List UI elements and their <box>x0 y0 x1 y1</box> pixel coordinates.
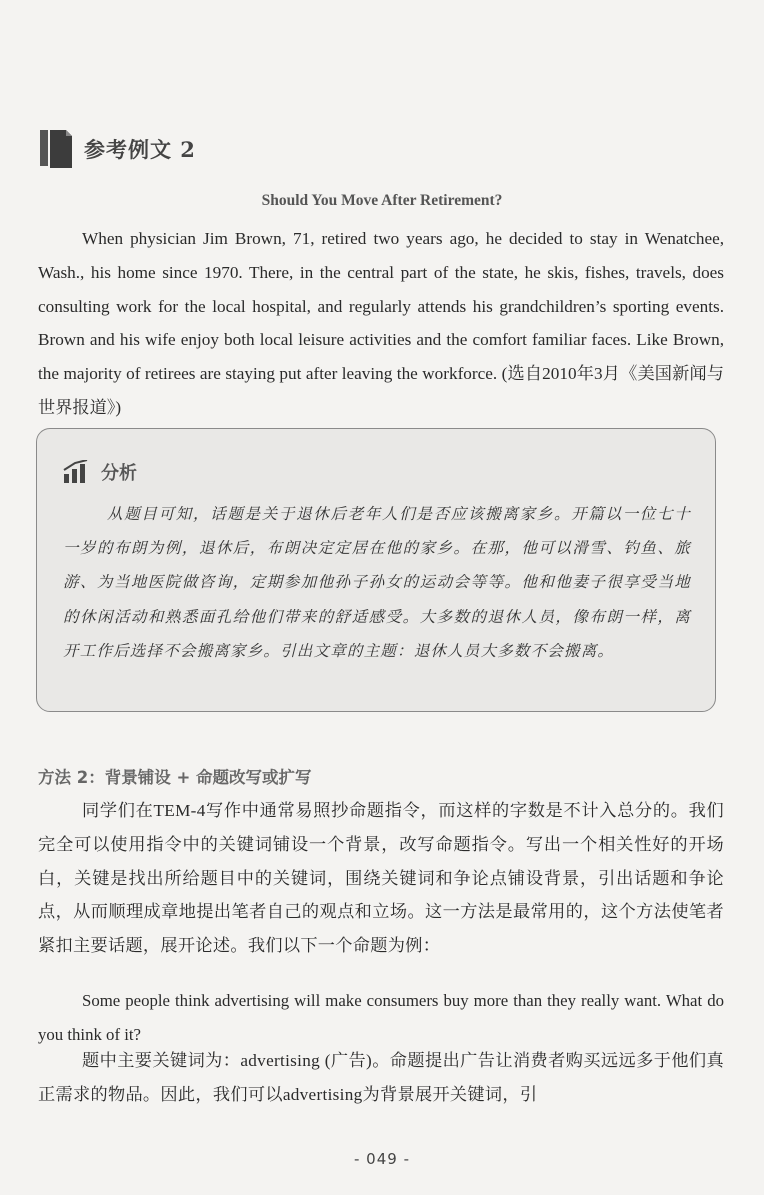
method-paragraph-1: 同学们在TEM-4写作中通常易照抄命题指令，而这样的字数是不计入总分的。我们完全可以使用指令中的关键词铺设一个背景，改写命题指令。写出一个相关性好的开场白，关键是找出所给题目中的关键词，围绕关键词和争论点铺设背景，引出话题和争论点，从而顺理成章地提出笔者自己的观点和立场。这一方法是最常用的，这个方法使笔者紧扣主要话题，展开论述。我们以下一个命题为例： <box>38 801 724 956</box>
section-title: 参考例文 2 <box>84 137 196 162</box>
method-paragraph-2: 题中主要关键词为：advertising (广告)。命题提出广告让消费者购买远远多于他们真正需求的物品。因此，我们可以advertising为背景展开关键词，引 <box>38 1051 724 1104</box>
method-heading: 方法 2：背景铺设 + 命题改写或扩写 <box>38 768 312 787</box>
document-icon <box>38 128 74 170</box>
article-paragraph: When physician Jim Brown, 71, retired two years ago, he decided to stay in Wenatchee, Wash., his home since 1970. There, in the central part of the state, he skis, fishes, travels, does consulting work for the local hospital, and regularly attends his grandchildren’s sporting events. Brown and his wife enjoy both local leisure activities and the comfort familiar faces. Like Brown, the majority of retirees are staying put after leaving the workforce. (选自2010年3月《美国新闻与世界报道》) <box>38 229 724 417</box>
bar-chart-icon <box>63 460 91 484</box>
analysis-heading <box>63 459 137 485</box>
analysis-title: 分析 <box>101 463 137 484</box>
essay-prompt: Some people think advertising will make consumers buy more than they really want. What do you think of it? <box>38 991 724 1044</box>
article-title: Should You Move After Retirement? <box>261 192 503 209</box>
analysis-box <box>36 428 716 712</box>
section-heading <box>38 128 196 170</box>
page-number: - 049 - <box>354 1150 410 1168</box>
analysis-text: 从题目可知，话题是关于退休后老年人们是否应该搬离家乡。开篇以一位七十一岁的布朗为例，退休后，布朗决定定居在他的家乡。在那，他可以滑雪、钓鱼、旅游、为当地医院做咨询，定期参加他孙子孙女的运动会等等。他和他妻子很享受当地的休闲活动和熟悉面孔给他们带来的舒适感受。大多数的退休人员，像布朗一样，离开工作后选择不会搬离家乡。引出文章的主题：退休人员大多数不会搬离。 <box>63 505 691 660</box>
